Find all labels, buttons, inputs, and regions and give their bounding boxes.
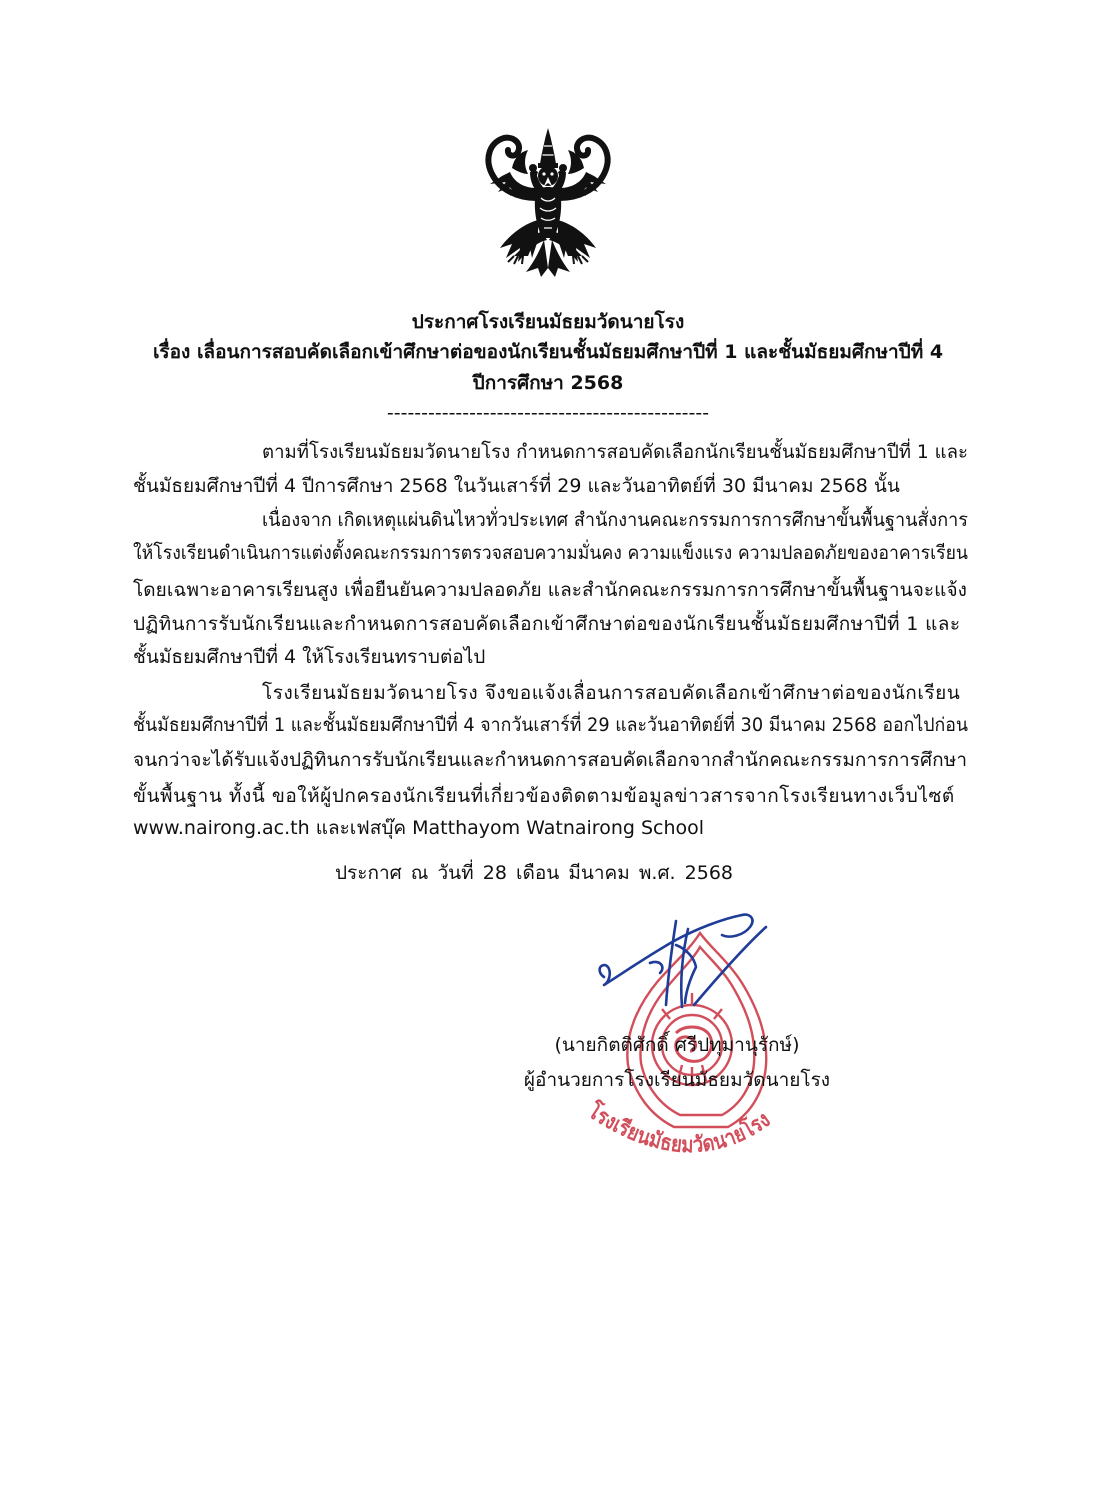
paragraph-2-line-2: ให้โรงเรียนดำเนินการแต่งตั้งคณะกรรมการตรวจสอบความมั่นคง ความแข็งแรง ความปลอดภัยของอาคารเรียน (133, 542, 968, 564)
paragraph-3-line-3: จนกว่าจะได้รับแจ้งปฏิทินการรับนักเรียนและกำหนดการสอบคัดเลือกจากสำนักคณะกรรมการการศึกษา (133, 749, 968, 771)
paragraph-2-line-4: ปฏิทินการรับนักเรียนและกำหนดการสอบคัดเลือกเข้าศึกษาต่อของนักเรียนชั้นมัธยมศึกษาปีที่ 1 และ (133, 613, 961, 635)
signatory-name: (นายกิตติศักดิ์ ศรีปทุมานุรักษ์) (554, 1034, 800, 1056)
paragraph-2-line-3: โดยเฉพาะอาคารเรียนสูง เพื่อยืนยันความปลอดภัย และสำนักคณะกรรมการการศึกษาขั้นพื้นฐานจะแจ้ง (133, 579, 968, 601)
announcement-title: ประกาศโรงเรียนมัธยมวัดนายโรง (411, 311, 685, 333)
paragraph-3-line-5: www.nairong.ac.th และเฟสบุ๊ค Matthayom Watnairong School (133, 817, 705, 839)
paragraph-1-line-1: ตามที่โรงเรียนมัธยมวัดนายโรง กำหนดการสอบคัดเลือกนักเรียนชั้นมัธยมศึกษาปีที่ 1 และ (262, 441, 968, 463)
paragraph-3-line-4: ขั้นพื้นฐาน ทั้งนี้ ขอให้ผู้ปกครองนักเรียนที่เกี่ยวข้องติดตามข้อมูลข่าวสารจากโรงเรียนทางเว็บไซต์ (133, 785, 955, 807)
paragraph-2-line-5: ชั้นมัธยมศึกษาปีที่ 4 ให้โรงเรียนทราบต่อไป (133, 646, 486, 668)
announcement-date: ประกาศ ณ วันที่ 28 เดือน มีนาคม พ.ศ. 2568 (335, 862, 733, 884)
handwritten-signature (590, 905, 780, 1015)
paragraph-3-line-2: ชั้นมัธยมศึกษาปีที่ 1 และชั้นมัธยมศึกษาปีที่ 4 จากวันเสาร์ที่ 29 และวันอาทิตย์ที่ 30 มีนาคม 2568 ออกไปก่อน (133, 714, 968, 736)
academic-year: ปีการศึกษา 2568 (472, 372, 624, 394)
paragraph-3-line-1: โรงเรียนมัธยมวัดนายโรง จึงขอแจ้งเลื่อนการสอบคัดเลือกเข้าศึกษาต่อของนักเรียน (262, 682, 961, 704)
signatory-position: ผู้อำนวยการโรงเรียนมัธยมวัดนายโรง (523, 1069, 831, 1091)
paragraph-1-line-2: ชั้นมัธยมศึกษาปีที่ 4 ปีการศึกษา 2568 ในวันเสาร์ที่ 29 และวันอาทิตย์ที่ 30 มีนาคม 2568 นั้น (133, 475, 900, 497)
paragraph-2-line-1: เนื่องจาก เกิดเหตุแผ่นดินไหวทั่วประเทศ สำนักงานคณะกรรมการการศึกษาขั้นพื้นฐานสั่งการ (262, 509, 968, 531)
announcement-subject: เรื่อง เลื่อนการสอบคัดเลือกเข้าศึกษาต่อของนักเรียนชั้นมัธยมศึกษาปีที่ 1 และชั้นมัธยมศึกษาปีที่ 4 (152, 341, 944, 363)
garuda-emblem-icon (478, 128, 618, 278)
seal-text: โรงเรียนมัธยมวัดนายโรง (583, 1098, 777, 1159)
header-separator: ----------------------------------------------- (386, 402, 710, 424)
